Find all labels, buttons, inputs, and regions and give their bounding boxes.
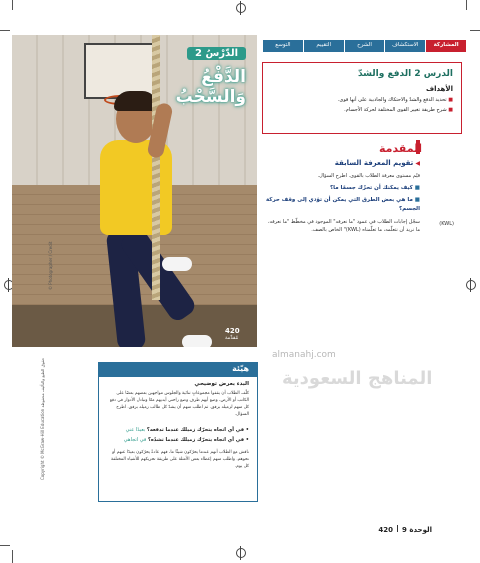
objectives-heading: الأهداف [425,85,453,93]
lesson-title: الدَّفْعُ وَالسَّحْبُ [175,67,246,107]
footer-separator [397,525,398,532]
kwl-label: (KWL) [439,221,454,227]
footer-unit: الوحدة 9 [402,526,432,534]
crop-mark [12,0,13,10]
basketball-board [84,43,158,99]
intro-heading: المقدمة [378,142,422,155]
intro-paragraph: قيّم مستوى معرفة الطلاب بالقوى. اطرح السؤال. [317,173,420,179]
photo-credit: © Photographer / Credit [48,241,53,290]
crop-mark [12,550,13,563]
tab-explain[interactable]: الشرح [345,40,385,52]
boy-shoe [182,335,212,347]
objective-item: ■ تحديد الدفع والشدّ والاحتكاك والجاذبية على أنها قوى. [338,97,453,103]
answer-text: بعيدًا عني [125,427,146,433]
tab-explore[interactable]: الاستكشاف [385,40,425,52]
watermark-logo: المناهج السعودية [282,368,433,389]
tab-extend[interactable]: التوسع [263,40,303,52]
crop-mark [0,30,10,31]
crop-mark [0,545,10,546]
lesson-tag: الدّرْسُ 2 [187,47,246,60]
tab-engage[interactable]: المشاركة [426,40,466,52]
answer-text: في اتجاهي [123,437,147,443]
prepare-box-paragraph: ناقش مع الطلاب أنهم عندما يحرّكون شيئًا ما، فهم عادةً يحرّكون بعيدًا عنهم أو نحوهم. واطلب منهم إعطاء بعض الأمثلة على طريقة تحريكهم للأشياء المختلفة كل يوم. [110,450,249,469]
watermark: almanahj.com [272,350,336,360]
question-text: في أي اتجاه يتحرّك زميلك عندما تشدّه؟ [148,437,245,443]
prepare-box-question [124,437,249,443]
tab-evaluate[interactable]: التقييم [304,40,344,52]
boy-shoe [162,257,192,271]
intro-paragraph: سجّل إجابات الطلاب في عمود "ما نعرفه" الموجود في مخطّط "ما نعرفه، ما نريد أن نتعلّمه، ما تعلّمناه (KWL)" الخاص بالصف. [267,219,420,233]
objectives-title: الدرس 2 الدفع والشدّ [357,69,453,79]
registration-mark [236,548,246,558]
prepare-box [98,362,258,502]
registration-mark [466,280,476,290]
intro-question: ■ كيف يمكنك أن تحرّك جسمًا ما؟ [262,184,420,193]
climbing-rope [152,35,160,300]
lesson-phase-tabs [262,40,466,52]
prepare-box-question [126,427,249,433]
objectives-box [262,62,462,134]
lesson-photo [12,35,257,347]
prepare-box-paragraph: كلّف الطلاب أن يقفوا مجموعاتٍ ثنائية والجلوس مواجهين بعضهم بعضًا على الكاتب أو الأرض، وضع أيهم طرف وضع راحتي أيديهم معًا وتبادل الأدوار في دفع كل منهم لزميله برفق. ثم اطلب منهم أن يشدّ كل طالب زميله برفق. اطرح السؤال. [109,391,249,417]
lesson-heading [172,47,250,129]
registration-mark [236,3,246,13]
prepare-box-subheading: البدء بعرض توضيحي [194,381,249,387]
footer-page-number: 420 [378,526,394,534]
crop-mark [466,0,467,10]
photo-page-label: مُقدِّمة [225,335,239,341]
prior-knowledge-heading: ◀ تقويم المعرفة السابقة [335,159,420,167]
objective-item: ■ شرح طريقة تغيير القوى المختلفة لحركة الأجسام. [344,107,453,113]
prepare-box-title: هيّئة [232,364,249,373]
intro-question: ■ ما هي بعض الطرق التي يمكن أن تؤدي إلى وقف حركة الجسم؟ [262,196,420,214]
crop-mark [470,30,480,31]
photo-page-number [225,327,240,341]
question-text: في أي اتجاه يتحرّك زميلك عندما تدفعه؟ [146,427,245,433]
photo-page-number-value: 420 [225,327,240,335]
copyright-side-text: Copyright © McGraw-Hill Education حقوق الطبع والتأليف محفوظة [40,357,45,480]
page-footer [378,525,432,534]
